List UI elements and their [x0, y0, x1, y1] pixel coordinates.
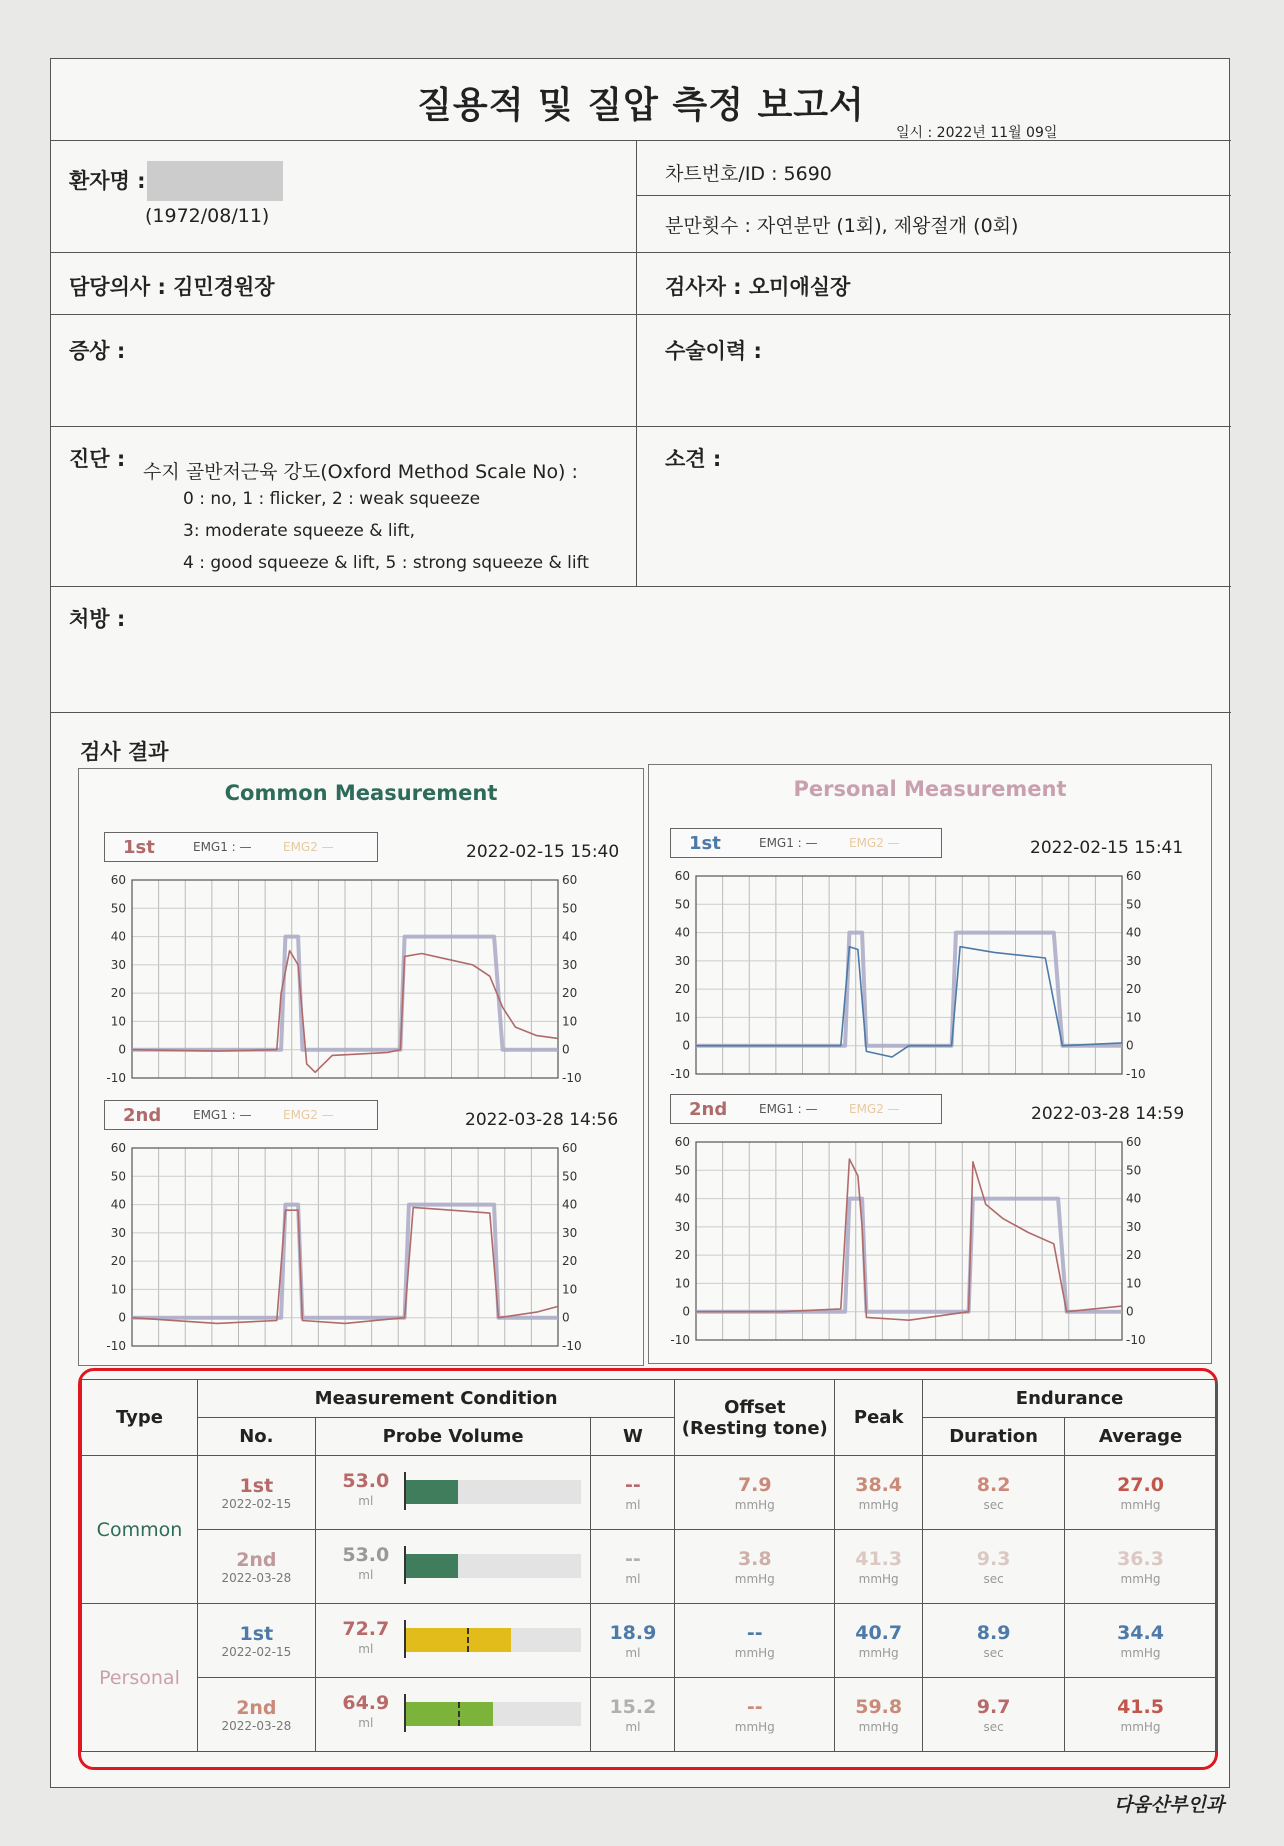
th-offset: Offset (Resting tone) [675, 1380, 835, 1456]
duration-cell [923, 1530, 1065, 1604]
peak-cell-unit: mmHg [858, 1719, 899, 1734]
probe-volume-bar [406, 1628, 581, 1652]
th-endurance: Endurance [923, 1380, 1217, 1418]
y-tick-right: -10 [562, 1071, 582, 1085]
legend-emg1: EMG1 : — [193, 1108, 252, 1122]
no-value: 2nd [236, 1548, 277, 1571]
average-cell [1065, 1604, 1217, 1678]
personal-title: Personal Measurement [793, 777, 1067, 801]
w-cell-value: 15.2 [609, 1695, 657, 1718]
no-cell [197, 1530, 315, 1604]
probe-volume-value: 53.0 [342, 1544, 390, 1566]
y-tick-right: 20 [562, 1254, 578, 1269]
probe-volume-cell [315, 1456, 591, 1530]
average-cell-value: 36.3 [1117, 1547, 1164, 1570]
th-probe: Probe Volume [315, 1418, 591, 1456]
w-cell-value: -- [625, 1547, 641, 1570]
y-tick-right: 50 [562, 901, 578, 916]
y-tick-right: 40 [1126, 1191, 1142, 1206]
probe-volume-value: 64.9 [342, 1692, 390, 1714]
legend-emg2: EMG2 — [849, 1102, 900, 1116]
y-tick-right: 50 [1126, 897, 1142, 912]
peak-cell [835, 1530, 923, 1604]
diagnosis-line-3: 3: moderate squeeze & lift, [183, 521, 416, 541]
probe-volume [342, 1544, 390, 1582]
probe-volume-unit: ml [358, 1642, 374, 1656]
y-tick-left: 50 [110, 1169, 126, 1184]
probe-volume-bar [406, 1480, 581, 1504]
w-cell-unit: ml [625, 1497, 641, 1512]
legend-emg2: EMG2 — [283, 840, 334, 854]
examiner-label: 검사자 : 오미애실장 [665, 275, 851, 299]
y-tick-right: 40 [562, 1197, 578, 1212]
y-tick-left: 0 [682, 1304, 690, 1319]
y-tick-right: 0 [562, 1310, 570, 1325]
probe-volume [342, 1470, 390, 1508]
chart-tag: 2nd [689, 1099, 728, 1120]
y-tick-left: 50 [674, 897, 690, 912]
report-title: 질용적 및 질압 측정 보고서 [417, 85, 865, 126]
y-tick-left: 10 [110, 1282, 126, 1297]
y-tick-right: 50 [562, 1169, 578, 1184]
w-cell-unit: ml [625, 1719, 641, 1734]
peak-cell [835, 1604, 923, 1678]
y-tick-right: 30 [562, 957, 578, 972]
peak-cell-unit: mmHg [858, 1645, 899, 1660]
offset-cell-unit: mmHg [734, 1497, 775, 1512]
probe-volume-fill [406, 1628, 511, 1652]
patient-birth: (1972/08/11) [145, 205, 270, 227]
y-tick-right: 60 [562, 1141, 578, 1155]
chart-date: 2022-02-15 15:40 [466, 842, 620, 862]
legend-emg1: EMG1 : — [193, 840, 252, 854]
emg-chart-common-2nd [100, 1140, 600, 1362]
duration-cell [923, 1456, 1065, 1530]
symptom-row [51, 315, 1231, 427]
symptom-label: 증상 : [69, 339, 126, 363]
y-tick-right: 0 [1126, 1038, 1134, 1053]
average-cell [1065, 1456, 1217, 1530]
probe-volume-value: 53.0 [342, 1470, 390, 1492]
y-tick-left: 20 [674, 1248, 690, 1263]
table-row [82, 1604, 1217, 1678]
y-tick-left: 30 [110, 1225, 126, 1240]
w-cell-unit: ml [625, 1571, 641, 1586]
y-tick-right: 0 [562, 1042, 570, 1057]
no-value: 2nd [236, 1696, 277, 1719]
no-cell [197, 1678, 315, 1752]
legend-emg1: EMG1 : — [759, 1102, 818, 1116]
no-value: 1st [239, 1474, 274, 1497]
th-duration: Duration [923, 1418, 1065, 1456]
y-tick-left: 20 [110, 1254, 126, 1269]
common-title: Common Measurement [224, 781, 498, 805]
bar-dash-marker [458, 1702, 460, 1726]
average-cell-unit: mmHg [1120, 1497, 1161, 1512]
offset-cell [675, 1678, 835, 1752]
bar-dash-marker [467, 1628, 469, 1652]
th-w: W [591, 1418, 675, 1456]
patient-name-label: 환자명 : [69, 169, 146, 193]
y-tick-left: 20 [110, 986, 126, 1001]
peak-cell-unit: mmHg [858, 1497, 899, 1512]
average-cell-unit: mmHg [1120, 1719, 1161, 1734]
y-tick-left: 40 [674, 925, 690, 940]
y-tick-left: 60 [110, 1141, 126, 1155]
probe-volume-fill [406, 1702, 494, 1726]
clinic-name: 다움산부인과 [1114, 1794, 1225, 1816]
y-tick-right: 40 [1126, 925, 1142, 940]
chart-tag: 1st [689, 833, 721, 854]
duration-cell-unit: sec [983, 1719, 1004, 1734]
legend-emg2: EMG2 — [283, 1108, 334, 1122]
y-tick-right: 60 [1126, 869, 1142, 883]
chart-head-personal-1 [670, 828, 942, 858]
w-cell-value: 18.9 [609, 1621, 657, 1644]
y-tick-left: -10 [670, 1067, 690, 1081]
y-tick-left: -10 [106, 1339, 126, 1353]
y-tick-right: 20 [1126, 982, 1142, 997]
probe-volume-unit: ml [358, 1716, 374, 1730]
y-tick-right: 60 [562, 873, 578, 887]
chart-head-common-1 [104, 832, 378, 862]
y-tick-right: -10 [1126, 1067, 1146, 1081]
peak-cell-value: 40.7 [855, 1621, 903, 1644]
table-row [82, 1678, 1217, 1752]
average-cell [1065, 1678, 1217, 1752]
duration-cell [923, 1678, 1065, 1752]
offset-cell-value: 7.9 [737, 1473, 772, 1496]
w-cell [591, 1604, 675, 1678]
y-tick-left: 30 [674, 1219, 690, 1234]
type-cell: Common [82, 1456, 198, 1604]
w-cell [591, 1678, 675, 1752]
y-tick-left: 40 [110, 929, 126, 944]
th-no: No. [197, 1418, 315, 1456]
patient-name-redacted [147, 161, 283, 201]
y-tick-right: 30 [562, 1225, 578, 1240]
no-value: 1st [239, 1622, 274, 1645]
doctor-label: 담당의사 : 김민경원장 [69, 275, 275, 299]
y-tick-right: 60 [1126, 1135, 1142, 1149]
duration-cell-value: 8.9 [976, 1621, 1011, 1644]
y-tick-right: -10 [562, 1339, 582, 1353]
y-tick-right: 20 [562, 986, 578, 1001]
chart-number: 차트번호/ID : 5690 [665, 163, 832, 185]
w-cell-value: -- [625, 1473, 641, 1496]
probe-volume [342, 1692, 390, 1730]
doctor-row [51, 253, 1231, 315]
offset-cell-value: -- [746, 1621, 763, 1644]
y-tick-left: -10 [106, 1071, 126, 1085]
chart-date: 2022-03-28 14:59 [1031, 1104, 1185, 1124]
no-date: 2022-03-28 [221, 1718, 292, 1733]
type-cell: Personal [82, 1604, 198, 1752]
y-tick-right: 10 [562, 1014, 578, 1029]
duration-cell [923, 1604, 1065, 1678]
peak-cell-unit: mmHg [858, 1571, 899, 1586]
y-tick-right: 10 [1126, 1276, 1142, 1291]
chart-tag: 2nd [123, 1105, 162, 1126]
y-tick-left: 60 [674, 1135, 690, 1149]
y-tick-left: 30 [674, 953, 690, 968]
surgery-label: 수술이력 : [665, 339, 762, 363]
th-average: Average [1065, 1418, 1217, 1456]
duration-cell-unit: sec [983, 1645, 1004, 1660]
emg-chart-personal-2nd [664, 1134, 1164, 1356]
offset-cell [675, 1530, 835, 1604]
w-cell-unit: ml [625, 1645, 641, 1660]
diagnosis-line-4: 4 : good squeeze & lift, 5 : strong squeeze & lift [183, 553, 589, 573]
y-tick-left: 0 [118, 1042, 126, 1057]
chart-head-common-2 [104, 1100, 378, 1130]
prescription-label: 처방 : [69, 607, 126, 631]
prescription-row [51, 587, 1231, 713]
y-tick-left: 10 [674, 1276, 690, 1291]
y-tick-left: 20 [674, 982, 690, 997]
title-row [51, 59, 1231, 141]
table-row [82, 1456, 1217, 1530]
y-tick-right: 20 [1126, 1248, 1142, 1263]
average-cell-value: 34.4 [1117, 1621, 1164, 1644]
y-tick-right: 10 [562, 1282, 578, 1297]
diagnosis-line-1: 수지 골반저근육 강도(Oxford Method Scale No) : [143, 461, 578, 483]
probe-volume-unit: ml [358, 1494, 374, 1508]
y-tick-left: 0 [682, 1038, 690, 1053]
duration-cell-value: 9.7 [976, 1695, 1011, 1718]
no-date: 2022-03-28 [221, 1570, 292, 1585]
report-date: 일시 : 2022년 11월 09일 [896, 125, 1058, 141]
duration-cell-value: 8.2 [976, 1473, 1011, 1496]
y-tick-right: 30 [1126, 953, 1142, 968]
peak-cell [835, 1456, 923, 1530]
probe-volume-bar [406, 1702, 581, 1726]
y-tick-right: 30 [1126, 1219, 1142, 1234]
y-tick-left: 10 [674, 1010, 690, 1025]
delivery-count: 분만횟수 : 자연분만 (1회), 제왕절개 (0회) [665, 215, 1019, 237]
no-date: 2022-02-15 [221, 1644, 292, 1659]
y-tick-right: 50 [1126, 1163, 1142, 1178]
probe-volume-cell [315, 1604, 591, 1678]
probe-volume-cell [315, 1678, 591, 1752]
emg-chart-common-1st [100, 872, 600, 1094]
y-tick-left: 60 [110, 873, 126, 887]
results-table [81, 1379, 1217, 1752]
duration-cell-unit: sec [983, 1571, 1004, 1586]
th-peak: Peak [835, 1380, 923, 1456]
opinion-label: 소견 : [665, 447, 722, 471]
peak-cell [835, 1678, 923, 1752]
th-condition: Measurement Condition [197, 1380, 674, 1418]
legend-emg2: EMG2 — [849, 836, 900, 850]
y-tick-right: -10 [1126, 1333, 1146, 1347]
no-date: 2022-02-15 [221, 1496, 292, 1511]
probe-volume [342, 1618, 390, 1656]
average-cell-value: 41.5 [1117, 1695, 1164, 1718]
probe-volume-unit: ml [358, 1568, 374, 1582]
no-cell [197, 1456, 315, 1530]
diagnosis-line-2: 0 : no, 1 : flicker, 2 : weak squeeze [183, 489, 481, 509]
probe-volume-bar [406, 1554, 581, 1578]
offset-cell-unit: mmHg [734, 1571, 775, 1586]
y-tick-left: 60 [674, 869, 690, 883]
offset-cell [675, 1456, 835, 1530]
average-cell-unit: mmHg [1120, 1645, 1161, 1660]
y-tick-left: 10 [110, 1014, 126, 1029]
results-title: 검사 결과 [80, 740, 169, 764]
average-cell [1065, 1530, 1217, 1604]
y-tick-right: 0 [1126, 1304, 1134, 1319]
emg-chart-personal-1st [664, 868, 1164, 1090]
y-tick-right: 40 [562, 929, 578, 944]
probe-volume-fill [406, 1554, 459, 1578]
probe-volume-cell [315, 1530, 591, 1604]
probe-volume-value: 72.7 [342, 1618, 390, 1640]
diagnosis-row [51, 427, 1231, 587]
w-cell [591, 1530, 675, 1604]
no-cell [197, 1604, 315, 1678]
duration-cell-unit: sec [983, 1497, 1004, 1512]
y-tick-left: 40 [674, 1191, 690, 1206]
patient-row [51, 141, 1231, 253]
offset-cell-unit: mmHg [734, 1645, 775, 1660]
chart-head-personal-2 [670, 1094, 942, 1124]
chart-tag: 1st [123, 837, 155, 858]
peak-cell-value: 38.4 [855, 1473, 903, 1496]
peak-cell-value: 59.8 [855, 1695, 903, 1718]
offset-cell-value: -- [746, 1695, 763, 1718]
y-tick-left: 0 [118, 1310, 126, 1325]
probe-volume-fill [406, 1480, 459, 1504]
y-tick-left: 50 [110, 901, 126, 916]
chart-date: 2022-03-28 14:56 [465, 1110, 619, 1130]
w-cell [591, 1456, 675, 1530]
th-type: Type [82, 1380, 198, 1456]
average-cell-unit: mmHg [1120, 1571, 1161, 1586]
offset-cell [675, 1604, 835, 1678]
offset-cell-value: 3.8 [737, 1547, 772, 1570]
y-tick-right: 10 [1126, 1010, 1142, 1025]
legend-emg1: EMG1 : — [759, 836, 818, 850]
diagnosis-label: 진단 : [69, 447, 126, 471]
chart-date: 2022-02-15 15:41 [1030, 838, 1184, 858]
duration-cell-value: 9.3 [976, 1547, 1011, 1570]
y-tick-left: 50 [674, 1163, 690, 1178]
offset-cell-unit: mmHg [734, 1719, 775, 1734]
table-row [82, 1530, 1217, 1604]
average-cell-value: 27.0 [1117, 1473, 1164, 1496]
y-tick-left: 30 [110, 957, 126, 972]
y-tick-left: 40 [110, 1197, 126, 1212]
y-tick-left: -10 [670, 1333, 690, 1347]
peak-cell-value: 41.3 [855, 1547, 903, 1570]
results-table-highlight [78, 1368, 1218, 1770]
